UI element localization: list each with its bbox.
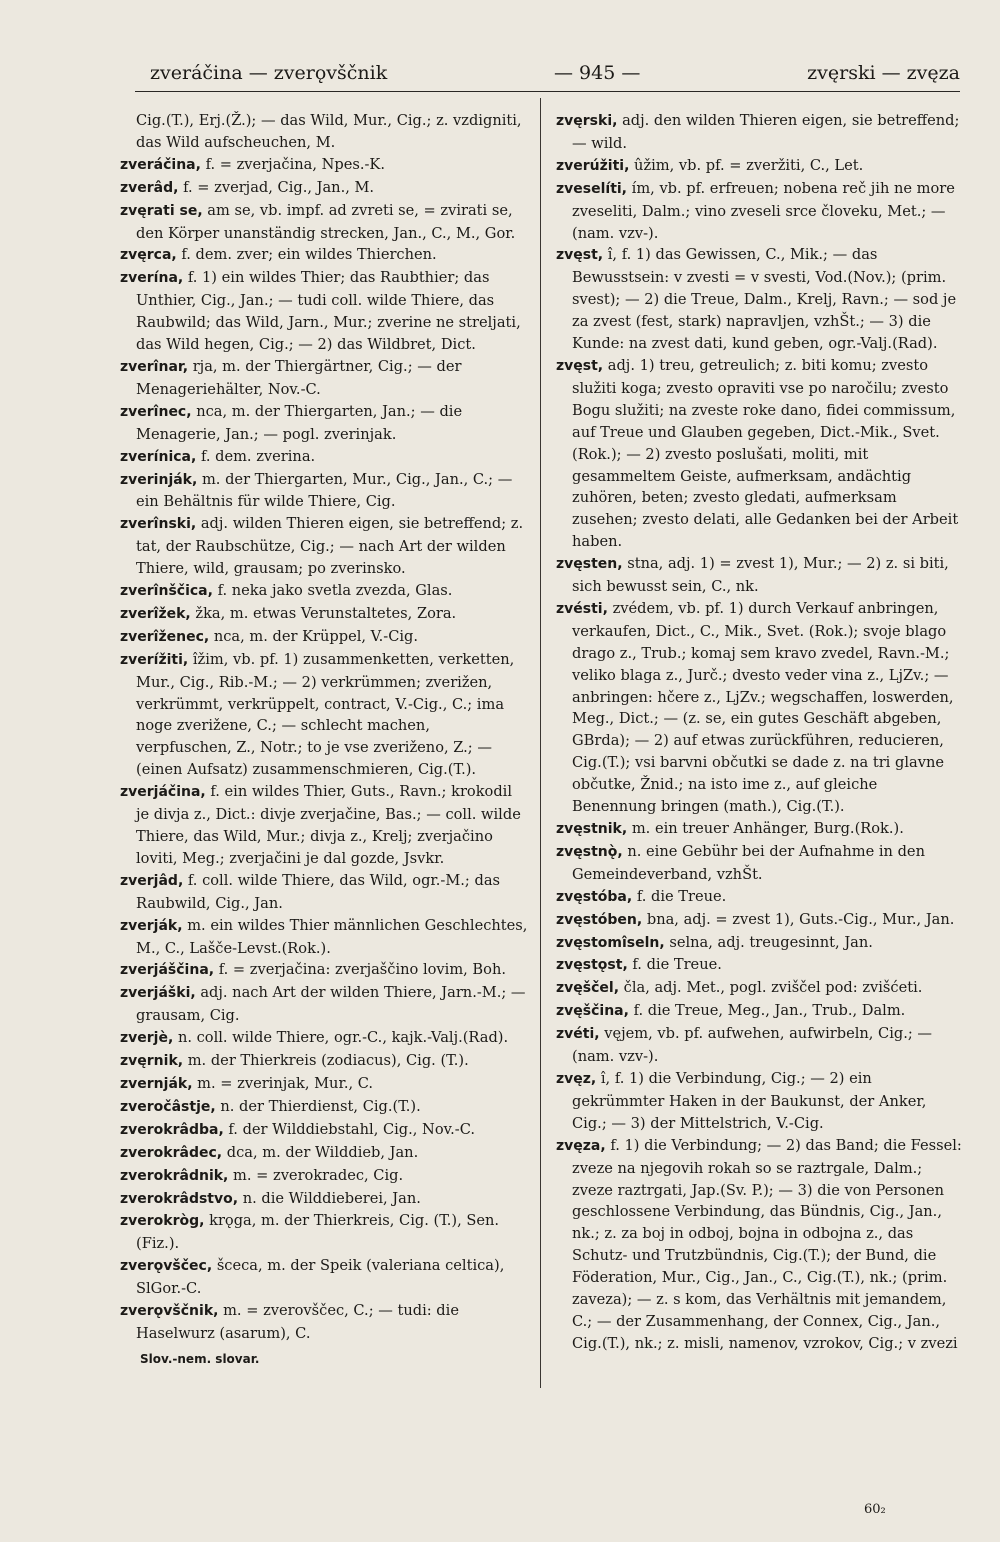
footer-signature: Slov.-nem. slovar.	[140, 1352, 260, 1366]
entry-headword: zvęstǫst,	[556, 957, 628, 974]
entry-headword: zverâd,	[120, 179, 179, 196]
page-number: — 945 —	[554, 62, 641, 84]
dictionary-entry	[120, 356, 528, 401]
entry-headword: zverǫvščec,	[120, 1258, 213, 1275]
dictionary-entry	[120, 1300, 528, 1345]
entry-definition: f. die Treue.	[632, 956, 722, 974]
entry-definition: krǫga, m. der Thierkreis, Cig. (T.), Sen.(Fiz.).	[136, 1212, 500, 1253]
entry-headword: zvęstóba,	[556, 888, 633, 905]
entry-headword: zverínica,	[120, 448, 197, 465]
entry-definition: n. eine Gebühr bei der Aufnahme in den Gemeindeverband, vzhŠt.	[572, 842, 925, 883]
dictionary-entry	[120, 580, 528, 603]
header-right-guide-words: zvęrski — zvęza	[807, 62, 960, 84]
dictionary-entry	[120, 200, 528, 245]
entry-headword: zverokròg,	[120, 1213, 205, 1230]
entry-definition: n. die Wilddieberei, Jan.	[242, 1189, 421, 1207]
entry-headword: zverjáščina,	[120, 962, 215, 979]
entry-headword: zvęstnǫ̀,	[556, 843, 623, 860]
sheet-number: 60₂	[864, 1502, 886, 1517]
dictionary-entry	[120, 110, 528, 154]
entry-headword: zvęsten,	[556, 556, 623, 573]
entry-definition: f. ein wildes Thier, Guts., Ravn.; krokodil je divja z., Dict.: divje zverjačine, Bas.; — coll. wilde Thiere, das Wild, Mur.; divja z., Krelj; zverjačino loviti, Meg.; zverjačini je dal gozde, Jsvkr.	[136, 783, 521, 867]
dictionary-entry	[120, 1096, 528, 1119]
entry-definition: m. ein treuer Anhänger, Burg.(Rok.).	[631, 820, 904, 837]
entry-headword: zverják,	[120, 917, 183, 934]
entry-definition: îžim, vb. pf. 1) zusammenketten, verketten, Mur., Cig., Rib.-M.; — 2) verkrümmen; zverižen, verkrümmt, verkrüppelt, contract, V.-Cig., C.; ima noge zverižene, C.; — schlecht machen, verpfuschen, Z., Notr.; to je vse zveriženo, Z.; — (einen Aufsatz) zusammenschmieren, Cig.(T.).	[136, 650, 515, 779]
entry-definition: stna, adj. 1) = zvest 1), Mur.; — 2) z. si biti, sich bewusst sein, C., nk.	[572, 555, 949, 596]
header-rule	[135, 91, 960, 92]
entry-headword: zverǫvščnik,	[120, 1303, 219, 1320]
dictionary-entry	[556, 178, 964, 245]
entry-definition: bna, adj. = zvest 1), Guts.-Cig., Mur., Jan.	[646, 910, 955, 928]
dictionary-entry	[556, 1000, 964, 1023]
entry-headword: zvęst,	[556, 247, 604, 264]
dictionary-entry	[120, 513, 528, 580]
dictionary-entry	[120, 649, 528, 781]
entry-definition: f. die Treue.	[636, 887, 727, 905]
entry-headword: zvęz,	[556, 1070, 597, 1087]
dictionary-entry	[120, 959, 528, 982]
dictionary-entry	[120, 915, 528, 960]
dictionary-entry	[120, 626, 528, 649]
entry-headword: zverjâd,	[120, 872, 184, 889]
entry-headword: zvęstomîseln,	[556, 934, 665, 951]
dictionary-entry	[120, 870, 528, 915]
entry-definition: selna, adj. treugesinnt, Jan.	[669, 933, 873, 951]
dictionary-entry	[120, 244, 528, 267]
entry-headword: zverjáčina,	[120, 784, 206, 801]
dictionary-entry	[556, 155, 964, 178]
dictionary-entry	[556, 954, 964, 977]
entry-definition: f. der Wilddiebstahl, Cig., Nov.-C.	[228, 1120, 475, 1138]
entry-definition: žka, m. etwas Verunstaltetes, Zora.	[195, 604, 457, 622]
dictionary-entry	[120, 1188, 528, 1211]
dictionary-entry	[120, 1119, 528, 1142]
entry-headword: zverînščica,	[120, 583, 213, 600]
entry-definition: n. der Thierdienst, Cig.(T.).	[220, 1097, 421, 1115]
entry-definition: čla, adj. Met., pogl. zviščel pod: zvišćeti.	[623, 979, 923, 997]
entry-headword: zverokrâdnik,	[120, 1167, 229, 1184]
entry-definition: šceca, m. der Speik (valeriana celtica), SlGor.-C.	[136, 1257, 505, 1298]
entry-headword: zvęšč̀el,	[556, 980, 620, 997]
entry-definition: vęjem, vb. pf. aufwehen, aufwirbeln, Cig.; — (nam. vzv-).	[572, 1025, 933, 1066]
dictionary-entry	[120, 1165, 528, 1188]
entry-definition: f. 1) ein wildes Thier; das Raubthier; das Unthier, Cig., Jan.; — tudi coll. wilde Thiere, das Raubwild; das Wild, Jarn., Mur.; zverine ne streljati, das Wild hegen, Cig.; — 2) das Wildbret, Dict.	[136, 269, 521, 354]
dictionary-entry	[120, 1255, 528, 1300]
dictionary-entry	[556, 110, 964, 155]
entry-definition: m. = zverovščec, C.; — tudi: die Haselwurz (asarum), C.	[136, 1302, 459, 1342]
dictionary-entry	[120, 446, 528, 469]
entry-headword: zverjè,	[120, 1030, 174, 1047]
dictionary-entry	[120, 401, 528, 446]
entry-headword: zvęstóben,	[556, 911, 643, 928]
entry-definition: dca, m. der Wilddieb, Jan.	[226, 1143, 419, 1161]
entry-headword: zvernják,	[120, 1075, 193, 1092]
dictionary-entry	[556, 553, 964, 598]
dictionary-entry	[556, 355, 964, 553]
entry-headword: zvęstnik,	[556, 821, 628, 837]
entry-definition: f. = zverjačina, Npes.-K.	[205, 155, 385, 173]
entry-definition: adj. 1) treu, getreulich; z. biti komu; zvesto služiti koga; zvesto opraviti vse po naročilu; zvesto Bogu služiti; na zveste roke dano, fidei commissum, auf Treue und Glauben gegeben, Dict.-Mik., Svet.(Rok.); — 2) zvesto poslušati, moliti, mit gesammeltem Geiste, aufmerksam, andächtig zuhören, beten; zvesto gledati, aufmerksam zusehen; zvesto delati, alle Gedanken bei der Arbeit haben.	[572, 356, 959, 551]
entry-headword: zverížiti,	[120, 651, 189, 668]
entry-headword: zvęrati se,	[120, 202, 203, 219]
left-column	[120, 110, 528, 1345]
dictionary-entry	[556, 932, 964, 955]
entry-headword: zvęst,	[556, 357, 604, 374]
entry-headword: zverînec,	[120, 403, 192, 420]
entry-headword: zveráčina,	[120, 156, 201, 173]
entry-definition: f. dem. zver; ein wildes Thierchen.	[181, 246, 437, 264]
dictionary-entry	[120, 267, 528, 356]
dictionary-entry	[556, 841, 964, 886]
entry-definition: f. = zverjačina: zverjaščino lovim, Boh.	[218, 961, 506, 979]
dictionary-entry	[556, 598, 964, 818]
entry-definition: m. = zverinjak, Mur., C.	[197, 1074, 374, 1092]
dictionary-entry	[556, 909, 964, 932]
entry-headword: zvęščina,	[556, 1003, 629, 1020]
page-header	[150, 56, 960, 90]
entry-headword: zveselíti,	[556, 180, 628, 197]
dictionary-entry	[120, 1210, 528, 1255]
header-left-guide-words: zveráčina — zverǫvščnik	[150, 62, 388, 84]
entry-definition: f. 1) die Verbindung; — 2) das Band; die Fessel: zveze na njegovih rokah so se raztrgale, Dalm.; zveze raztrgati, Jap.(Sv. P.); — 3) die von Personen geschlossene Verbindung, das Bündnis, Cig., Jan., nk.; z. za boj in odboj, bojna in odbojna z., das Schutz- und Trutzbündnis, Cig.(T.); der Bund, die Föderation, Mur., Cig., Jan., C., Cig.(T.), nk.; (prim. zaveza); — z. s kom, das Verhältnis mit jemandem, C.; — der Zusammenhang, der Connex, Cig., Jan., Cig.(T.), nk.; z. misli, namenov, vzrokov, Cig.; v zvezi	[572, 1136, 962, 1352]
entry-definition: adj. nach Art der wilden Thiere, Jarn.-M.; — grausam, Cig.	[136, 984, 526, 1025]
entry-definition: f. neka jako svetla zvezda, Glas.	[217, 582, 453, 600]
entry-headword: zverînar,	[120, 358, 189, 375]
entry-definition: m. = zverokradec, Cig.	[233, 1166, 404, 1184]
entry-headword: zverjáški,	[120, 985, 196, 1002]
entry-definition: f. die Treue, Meg., Jan., Trub., Dalm.	[633, 1002, 906, 1020]
entry-headword: zvęza,	[556, 1137, 606, 1154]
entry-headword: zvęrnik,	[120, 1053, 184, 1070]
column-divider	[540, 98, 541, 1388]
entry-definition: n. coll. wilde Thiere, ogr.-C., kajk.-Valj.(Rad).	[177, 1029, 509, 1047]
entry-definition: ûžim, vb. pf. = zveržiti, C., Let.	[634, 156, 864, 174]
entry-definition: f. dem. zverina.	[200, 447, 316, 465]
entry-headword: zvéti,	[556, 1026, 600, 1043]
dictionary-entry	[120, 1073, 528, 1096]
entry-definition: ím, vb. pf. erfreuen; nobena reč jih ne more zveseliti, Dalm.; vino zveseli srce človeku, Met.; — (nam. vzv-).	[572, 179, 955, 242]
entry-definition: î, f. 1) die Verbindung, Cig.; — 2) ein gekrümmter Haken in der Baukunst, der Anker, Cig.; — 3) der Mittelstrich, V.-Cig.	[572, 1069, 927, 1132]
dictionary-entry	[120, 603, 528, 626]
entry-headword: zverîženec,	[120, 628, 210, 645]
dictionary-entry	[120, 154, 528, 177]
entry-definition: adj. den wilden Thieren eigen, sie betreffend; — wild.	[572, 112, 960, 152]
dictionary-entry	[120, 982, 528, 1027]
entry-definition: zvédem, vb. pf. 1) durch Verkauf anbringen, verkaufen, Dict., C., Mik., Svet. (Rok.); svoje blago drago z., Trub.; komaj sem kravo zvedel, Ravn.-M.; veliko blaga z., Jurč.; dvesto veder vina z., LjZv.; — anbringen: hčere z., LjZv.; wegschaffen, loswerden, Meg., Dict.; — (z. se, ein gutes Geschäft abgeben, GBrda); — 2) auf etwas zurückführen, reducieren, Cig.(T.); vsi barvni občutki se dade z. na tri glavne občutke, Žnid.; na isto ime z., auf gleiche Benennung bringen (math.), Cig.(T.).	[572, 599, 954, 816]
dictionary-entry	[120, 177, 528, 200]
entry-definition: am se, vb. impf. ad zvreti se, = zvirati se, den Körper unanständig strecken, Jan., C., M., Gor.	[136, 201, 516, 242]
dictionary-entry	[120, 1027, 528, 1050]
dictionary-entry	[556, 1135, 964, 1355]
entry-headword: zvęrca,	[120, 247, 177, 264]
dictionary-entry	[556, 1068, 964, 1135]
entry-headword: zverînski,	[120, 516, 197, 533]
dictionary-entry	[556, 886, 964, 909]
dictionary-entry	[120, 469, 528, 514]
entry-definition: f. = zverjad, Cig., Jan., M.	[183, 178, 375, 196]
right-column	[556, 110, 964, 1355]
entry-definition: f. coll. wilde Thiere, das Wild, ogr.-M.; das Raubwild, Cig., Jan.	[136, 871, 501, 912]
entry-definition: î, f. 1) das Gewissen, C., Mik.; — das Bewusstsein: v zvesti = v svesti, Vod.(Nov.); (prim. svest); — 2) die Treue, Dalm., Krelj, Ravn.; — sod je za zvest (fest, stark) napravljen, vzhŠt.; — 3) die Kunde: na zvest dati, kund geben, ogr.-Valj.(Rad).	[572, 246, 957, 353]
entry-definition: m. ein wildes Thier männlichen Geschlechtes, M., C., Lašče-Levst.(Rok.).	[136, 916, 528, 957]
entry-definition: m. der Thiergarten, Mur., Cig., Jan., C.; — ein Behältnis für wilde Thiere, Cig.	[136, 470, 513, 511]
dictionary-entry	[120, 1142, 528, 1165]
entry-headword: zverokrâdec,	[120, 1144, 223, 1161]
entry-headword: zvésti,	[556, 600, 608, 617]
entry-definition: nca, m. der Thiergarten, Jan.; — die Menagerie, Jan.; — pogl. zverinjak.	[136, 402, 463, 443]
dictionary-entry	[556, 977, 964, 1000]
entry-headword: zverína,	[120, 270, 184, 287]
dictionary-entry	[120, 1050, 528, 1073]
dictionary-entry	[556, 1023, 964, 1068]
entry-headword: zverinják,	[120, 471, 198, 488]
entry-definition: adj. wilden Thieren eigen, sie betreffend; z. tat, der Raubschütze, Cig.; — nach Art der wilden Thiere, wild, grausam; po zverinsko.	[136, 515, 524, 578]
dictionary-entry	[556, 244, 964, 355]
dictionary-entry	[120, 781, 528, 870]
entry-definition: rja, m. der Thiergärtner, Cig.; — der Menageriehälter, Nov.-C.	[136, 357, 462, 398]
dictionary-entry	[556, 818, 964, 841]
entry-headword: zverokrâdba,	[120, 1121, 224, 1138]
entry-definition: m. der Thierkreis (zodiacus), Cig. (T.).	[187, 1052, 469, 1070]
entry-definition: nca, m. der Krüppel, V.-Cig.	[213, 627, 419, 645]
entry-definition: Cig.(T.), Erj.(Ž.); — das Wild, Mur., Cig.; z. vzdigniti, das Wild aufscheuchen, M.	[136, 112, 522, 151]
entry-headword: zverúžiti,	[556, 157, 630, 174]
entry-headword: zverokrâdstvo,	[120, 1190, 239, 1207]
entry-headword: zverîžek,	[120, 605, 191, 622]
entry-headword: zvęrski,	[556, 113, 618, 129]
entry-headword: zveročâstje,	[120, 1098, 216, 1115]
